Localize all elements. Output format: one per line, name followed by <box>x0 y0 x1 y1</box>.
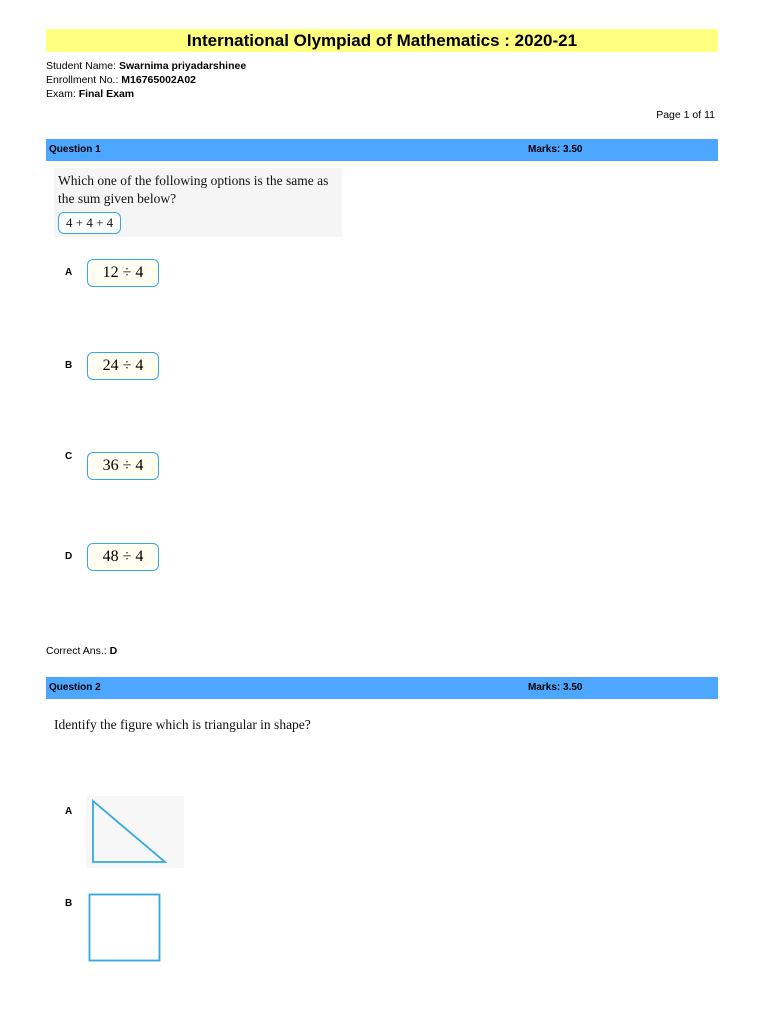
student-name-value: Swarnima priyadarshinee <box>118 60 247 72</box>
page-number: Page 1 of 11 <box>656 109 715 121</box>
question-1-text-line2: the sum given below? <box>58 191 177 206</box>
option-b-value[interactable]: 24 ÷ 4 <box>87 352 159 380</box>
question-1-text <box>54 168 342 237</box>
exam-value: Final Exam <box>78 88 135 100</box>
option-a-letter-q2: A <box>65 806 73 817</box>
question-1-marks: Marks: 3.50 <box>528 144 583 155</box>
document-title: International Olympiad of Mathematics : 2020-21 <box>46 29 718 52</box>
question-2-marks: Marks: 3.50 <box>528 682 583 693</box>
option-a-letter: A <box>65 267 73 278</box>
exam-label: Exam: <box>46 88 76 100</box>
question-1-header <box>46 139 718 161</box>
enrollment-value: M16765002A02 <box>121 74 197 86</box>
option-c-letter: C <box>65 451 73 462</box>
enrollment-label: Enrollment No.: <box>46 74 119 86</box>
correct-answer-value: D <box>109 645 118 657</box>
right-triangle-icon[interactable] <box>86 796 184 868</box>
student-name-row <box>46 59 246 73</box>
question-1-label: Question 1 <box>49 144 101 155</box>
option-a-value[interactable]: 12 ÷ 4 <box>87 259 159 287</box>
enrollment-row <box>46 73 196 87</box>
question-1-expression: 4 + 4 + 4 <box>58 212 121 234</box>
question-1-text-line1: Which one of the following options is the same as <box>58 173 329 188</box>
square-icon[interactable] <box>88 893 162 963</box>
option-d-value[interactable]: 48 ÷ 4 <box>87 543 159 571</box>
question-2-label: Question 2 <box>49 682 101 693</box>
correct-answer <box>46 645 117 657</box>
square-shape <box>90 895 160 961</box>
question-2-header <box>46 677 718 699</box>
option-b-letter: B <box>65 360 73 371</box>
option-b-letter-q2: B <box>65 898 73 909</box>
question-2-text: Identify the figure which is triangular in shape? <box>54 717 311 732</box>
option-d-letter: D <box>65 551 73 562</box>
option-c-value[interactable]: 36 ÷ 4 <box>87 452 159 480</box>
exam-row <box>46 87 134 101</box>
correct-answer-label: Correct Ans.: <box>46 645 107 657</box>
student-name-label: Student Name: <box>46 60 117 72</box>
